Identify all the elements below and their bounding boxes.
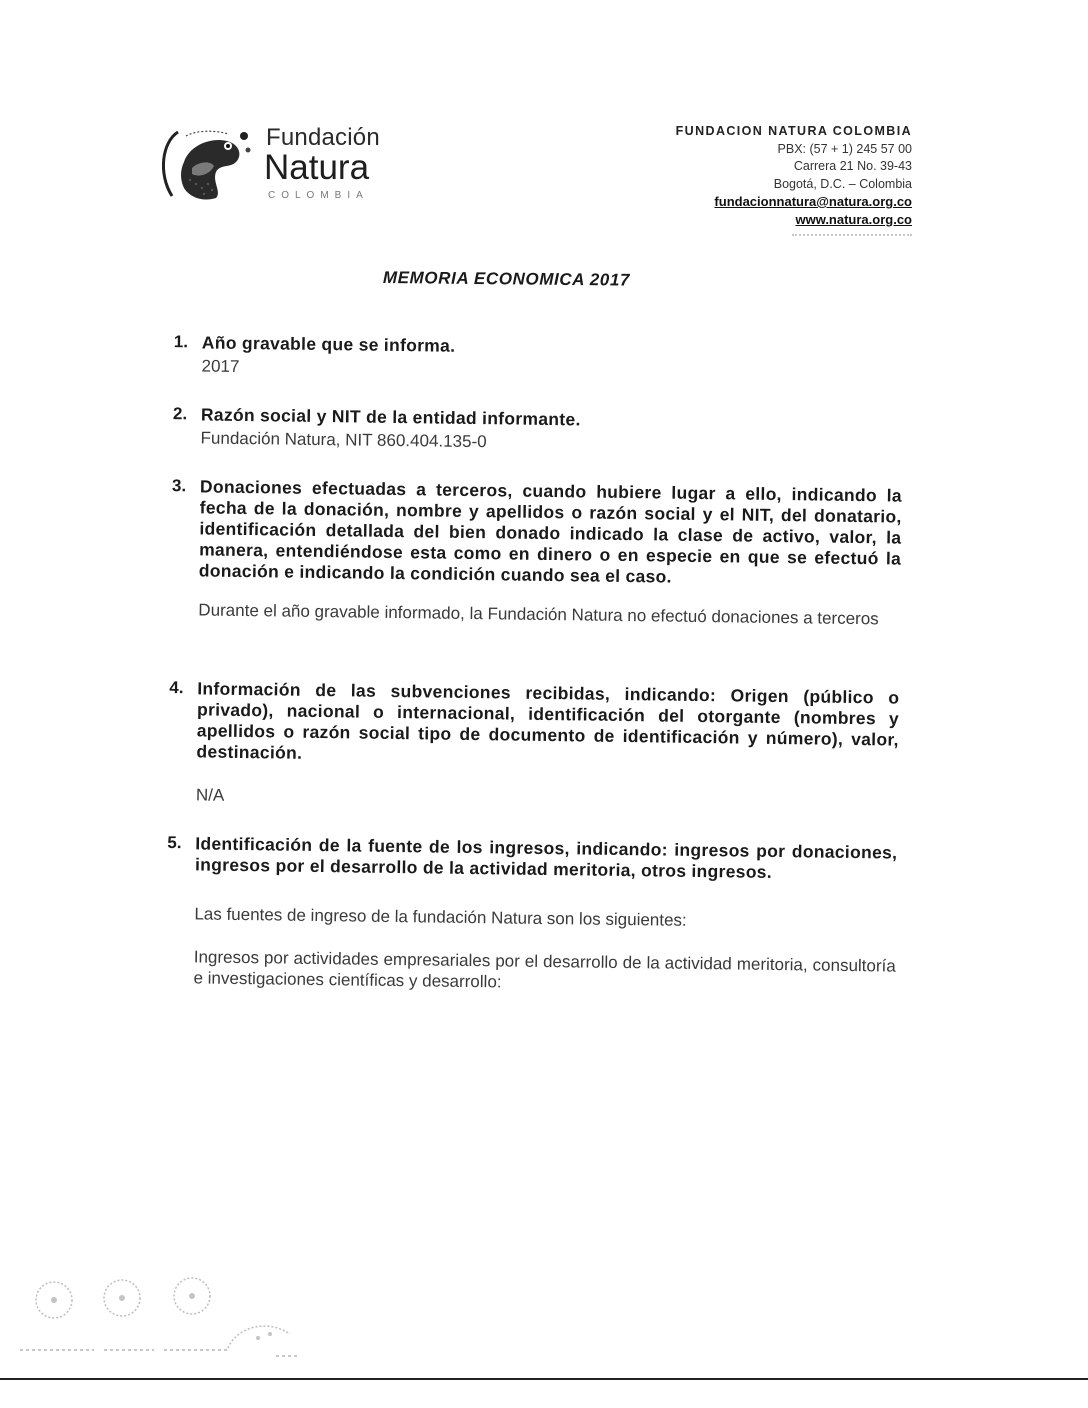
section-answer: Fundación Natura, NIT 860.404.135-0 xyxy=(200,428,487,452)
section-number: 5. xyxy=(167,833,182,853)
organization-city: Bogotá, D.C. – Colombia xyxy=(773,176,912,191)
section-number: 2. xyxy=(172,404,188,424)
certification-seals-icon xyxy=(14,1276,314,1366)
section-answer: 2017 xyxy=(201,356,240,376)
section-heading: Razón social y NIT de la entidad informante. xyxy=(200,404,581,430)
section-answer: Ingresos por actividades empresariales por el desarrollo de la actividad meritoria, consultoría e investigaciones científicas y desarrollo: xyxy=(193,947,896,992)
document-title: MEMORIA ECONOMICA 2017 xyxy=(382,268,631,290)
section-1 xyxy=(167,332,904,386)
organization-website-link[interactable]: www.natura.org.co xyxy=(795,211,912,227)
organization-logo xyxy=(156,118,386,210)
section-number: 4. xyxy=(169,678,184,698)
section-2 xyxy=(166,404,903,458)
document-body xyxy=(159,332,904,998)
section-heading: Información de las subvenciones recibidas, indicando: Origen (público o privado), nacional o internacional, identificación del otorgante (nombres y apellidos o razón social tipo de documento de identificación y número), valor, destinación. xyxy=(196,678,900,763)
logo-text-colombia: COLOMBIA xyxy=(268,190,369,201)
section-heading: Donaciones efectuadas a terceros, cuando hubiere lugar a ello, indicando la fecha de la donación, nombre y apellidos o razón social y el NIT, del donatario, identificación detallada del bien donado indicado la clase de activo, valor, la manera, entendiéndose esta como en dinero o en especie en que se efectuó la donación e indicando la condición cuando sea el caso. xyxy=(198,476,903,587)
section-3 xyxy=(164,476,902,630)
section-answer: Durante el año gravable informado, la Fundación Natura no efectuó donaciones a terceros xyxy=(198,600,879,629)
frog-logo-icon xyxy=(156,122,256,208)
section-answer: Las fuentes de ingreso de la fundación Natura son los siguientes: xyxy=(194,904,687,930)
organization-name: FUNDACION NATURA COLOMBIA xyxy=(675,124,912,138)
section-number: 3. xyxy=(171,476,187,496)
section-heading: Año gravable que se informa. xyxy=(201,332,456,356)
section-5 xyxy=(159,833,897,998)
logo-text-fundacion: Fundación xyxy=(266,124,380,151)
section-heading: Identificación de la fuente de los ingresos, indicando: ingresos por donaciones, ingresos por el desarrollo de la actividad meritoria, otros ingresos. xyxy=(194,833,898,882)
logo-text-natura: Natura xyxy=(264,148,370,187)
section-4 xyxy=(162,678,900,815)
organization-phone: PBX: (57 + 1) 245 57 00 xyxy=(777,141,912,156)
section-answer: N/A xyxy=(195,785,225,805)
organization-address: Carrera 21 No. 39-43 xyxy=(793,159,912,173)
faint-scan-mark xyxy=(792,234,912,240)
organization-contact-block xyxy=(676,123,912,240)
organization-email-link[interactable]: fundacionnatura@natura.org.co xyxy=(714,194,912,209)
footer-rule xyxy=(0,1378,1088,1380)
section-number: 1. xyxy=(173,332,189,352)
